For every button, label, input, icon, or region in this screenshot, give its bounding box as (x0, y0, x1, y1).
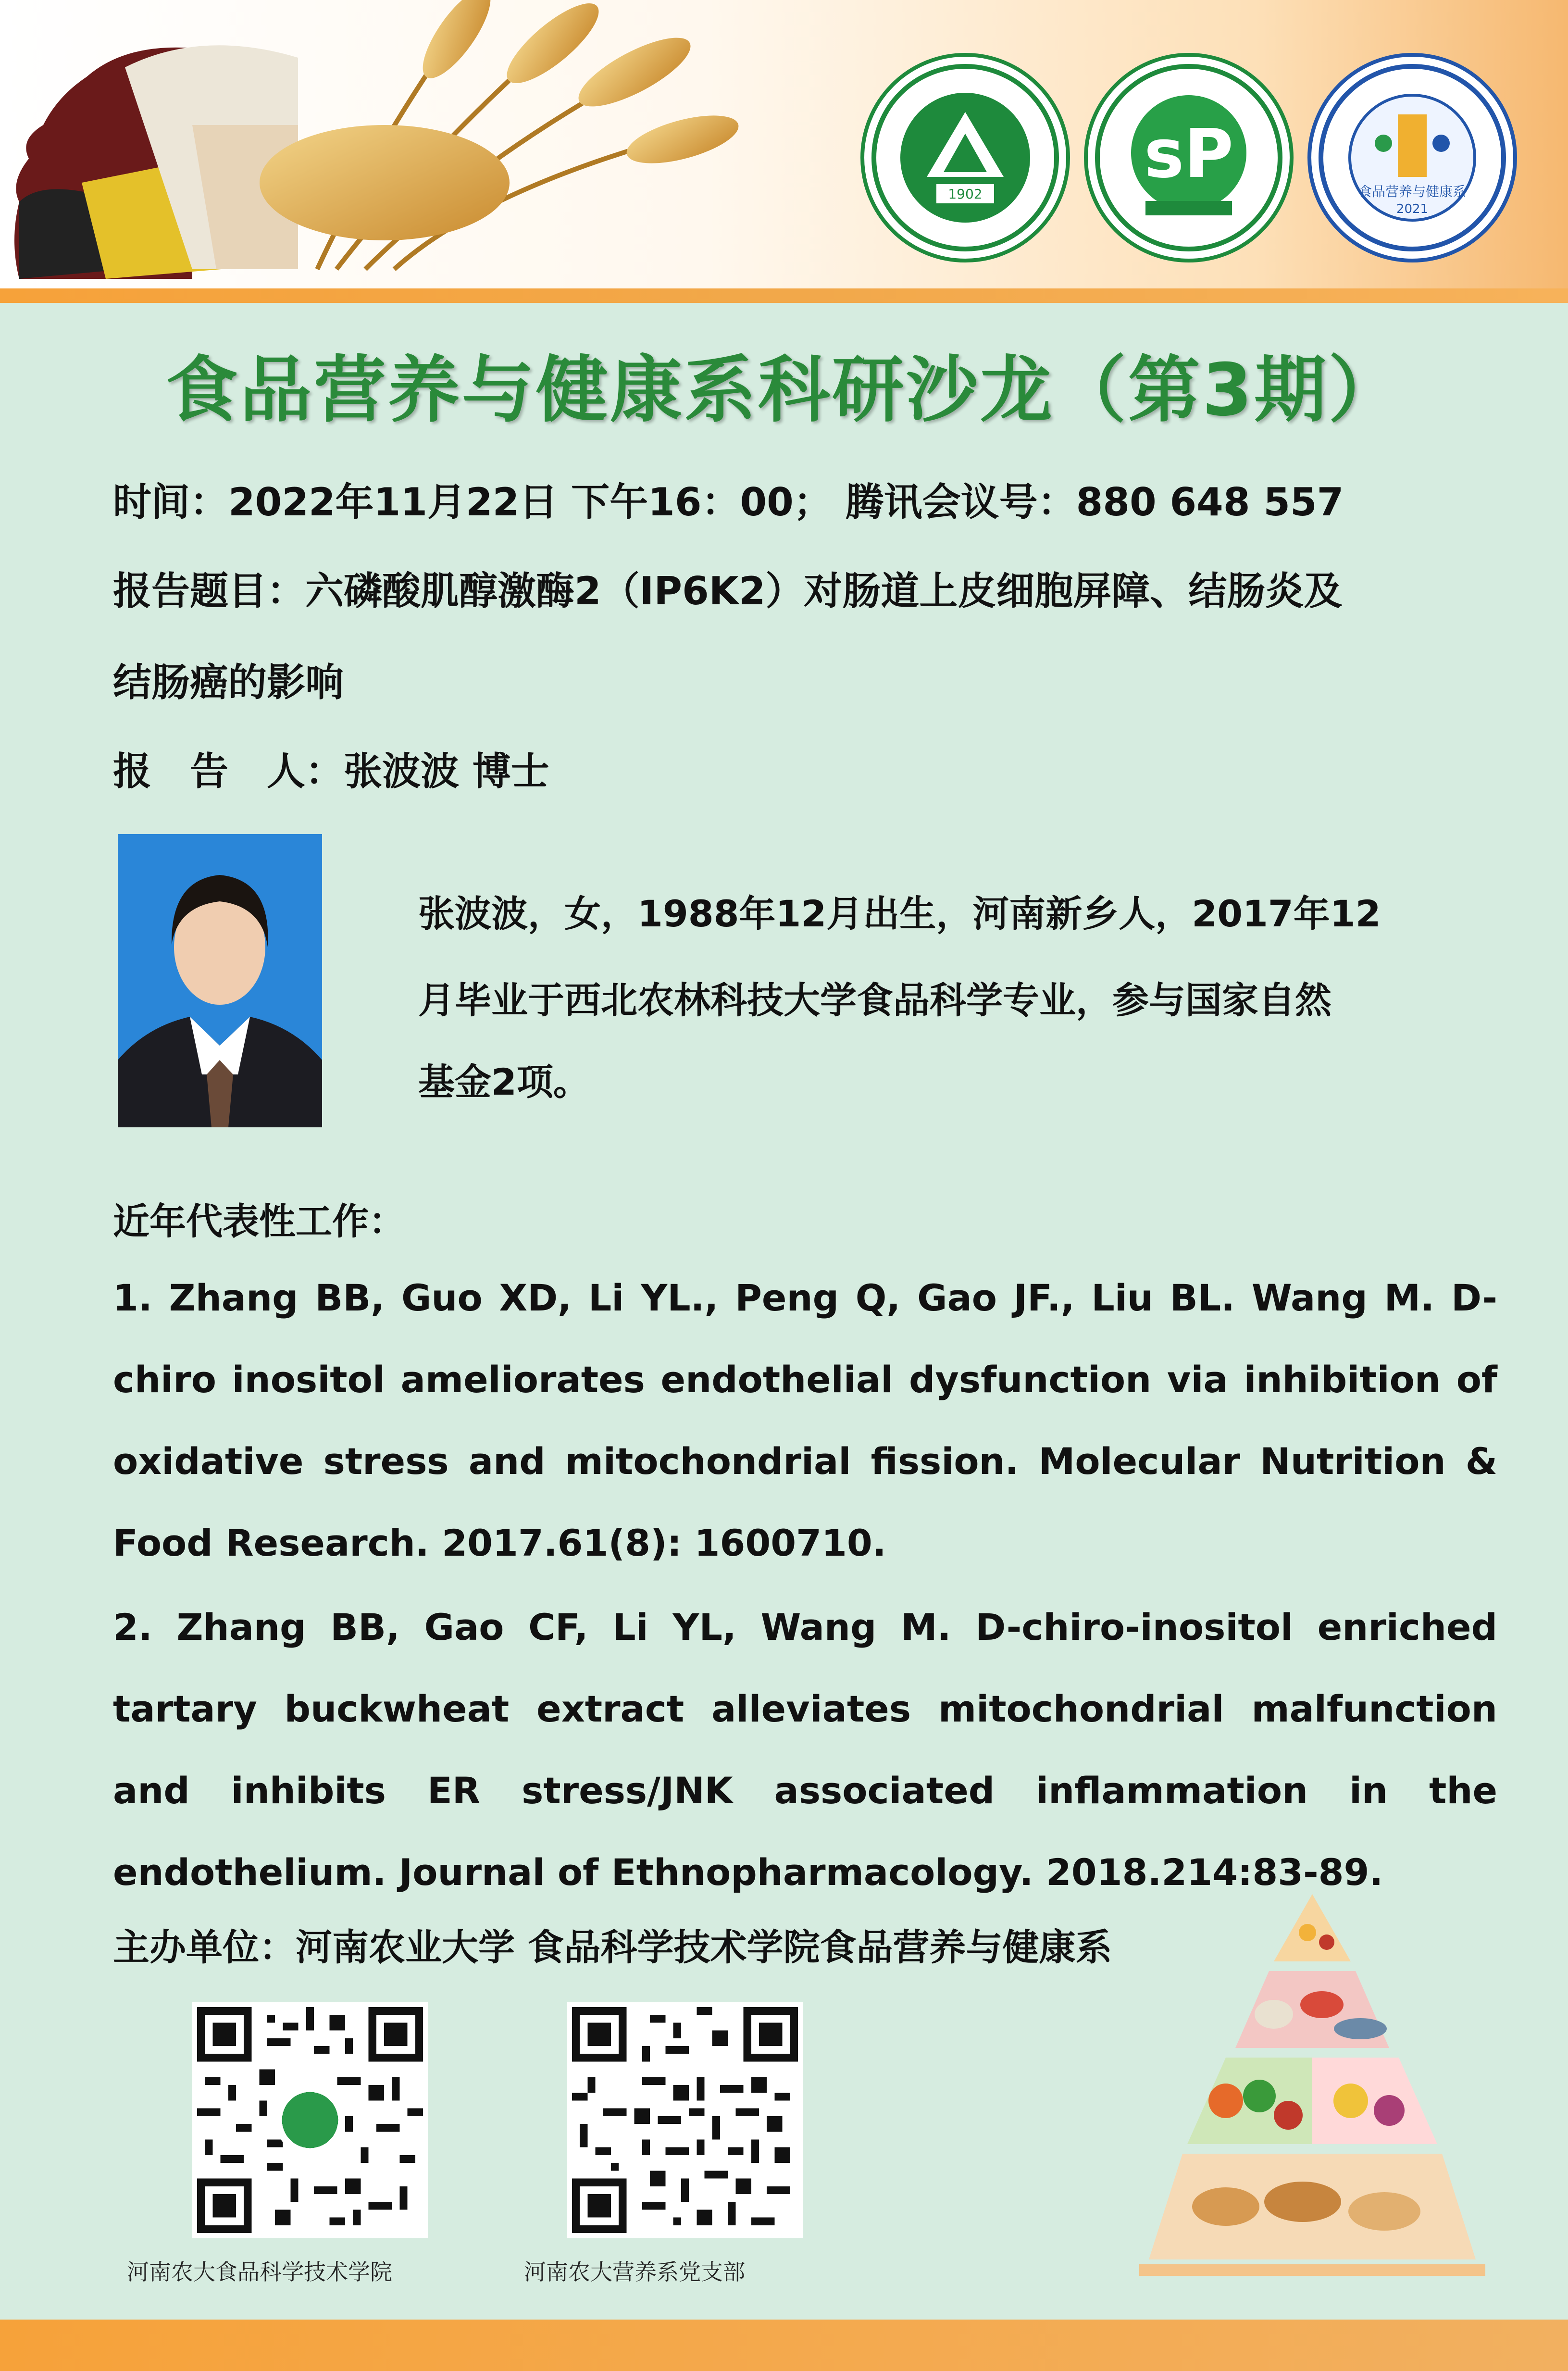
page-title: 食品营养与健康系科研沙龙（第3期） (165, 349, 1403, 432)
speaker: 报 告 人：张波波 博士 (113, 749, 549, 794)
bio-line3: 基金2项。 (418, 1061, 590, 1103)
qr-code-nutrition-party-branch[interactable] (567, 2002, 803, 2238)
host-organization: 主办单位：河南农业大学 食品科学技术学院食品营养与健康系 (113, 1926, 1112, 1969)
grain-face-illustration (0, 0, 740, 288)
qr-code-food-science-college[interactable] (192, 2002, 428, 2238)
henan-agricultural-university-logo (860, 53, 1070, 262)
representative-work-heading: 近年代表性工作： (113, 1200, 405, 1243)
header-divider-band (0, 288, 1568, 303)
svg-text:食品营养与健康系: 食品营养与健康系 (1358, 184, 1467, 200)
publication-1: 1. Zhang BB, Guo XD, Li YL., Peng Q, Gao JF., Liu BL. Wang M. D-chiro inositol ameliorates endothelial dysfunction via inhibition of oxidative stress and mitochondrial fission. Molecular Nutrition & Food Research. 2017.61(8): 1600710. (113, 1276, 1497, 1564)
report-topic-line1: 报告题目：六磷酸肌醇激酶2（IP6K2）对肠道上皮细胞屏障、结肠炎及 (113, 569, 1343, 613)
svg-text:2021: 2021 (1396, 202, 1429, 216)
qr-label-nutrition-party-branch: 河南农大营养系党支部 (524, 2259, 745, 2285)
report-topic-line2: 结肠癌的影响 (113, 660, 344, 705)
qr-label-food-science-college: 河南农大食品科学技术学院 (127, 2259, 392, 2285)
footer-band (0, 2320, 1568, 2371)
svg-text:sP: sP (1144, 115, 1233, 193)
dept-food-nutrition-logo (1307, 53, 1517, 262)
institute-food-science-logo (1084, 53, 1294, 262)
publication-2: 2. Zhang BB, Gao CF, Li YL, Wang M. D-chiro-inositol enriched tartary buckwheat extract alleviates mitochondrial malfunction and inhibits ER stress/JNK associated inflammation in the endothelium. Journal of Ethnopharmacology. 2018.214:83-89. (113, 1606, 1497, 1894)
svg-text:1902: 1902 (948, 186, 983, 202)
bio-line1: 张波波，女，1988年12月出生，河南新乡人，2017年12 (418, 892, 1381, 935)
speaker-photo (118, 834, 322, 1127)
food-pyramid-illustration (1101, 1875, 1524, 2312)
bio-line2: 月毕业于西北农林科技大学食品科学专业，参与国家自然 (418, 979, 1332, 1022)
time-and-meeting-id: 时间：2022年11月22日 下午16：00； 腾讯会议号：880 648 557 (113, 480, 1344, 524)
